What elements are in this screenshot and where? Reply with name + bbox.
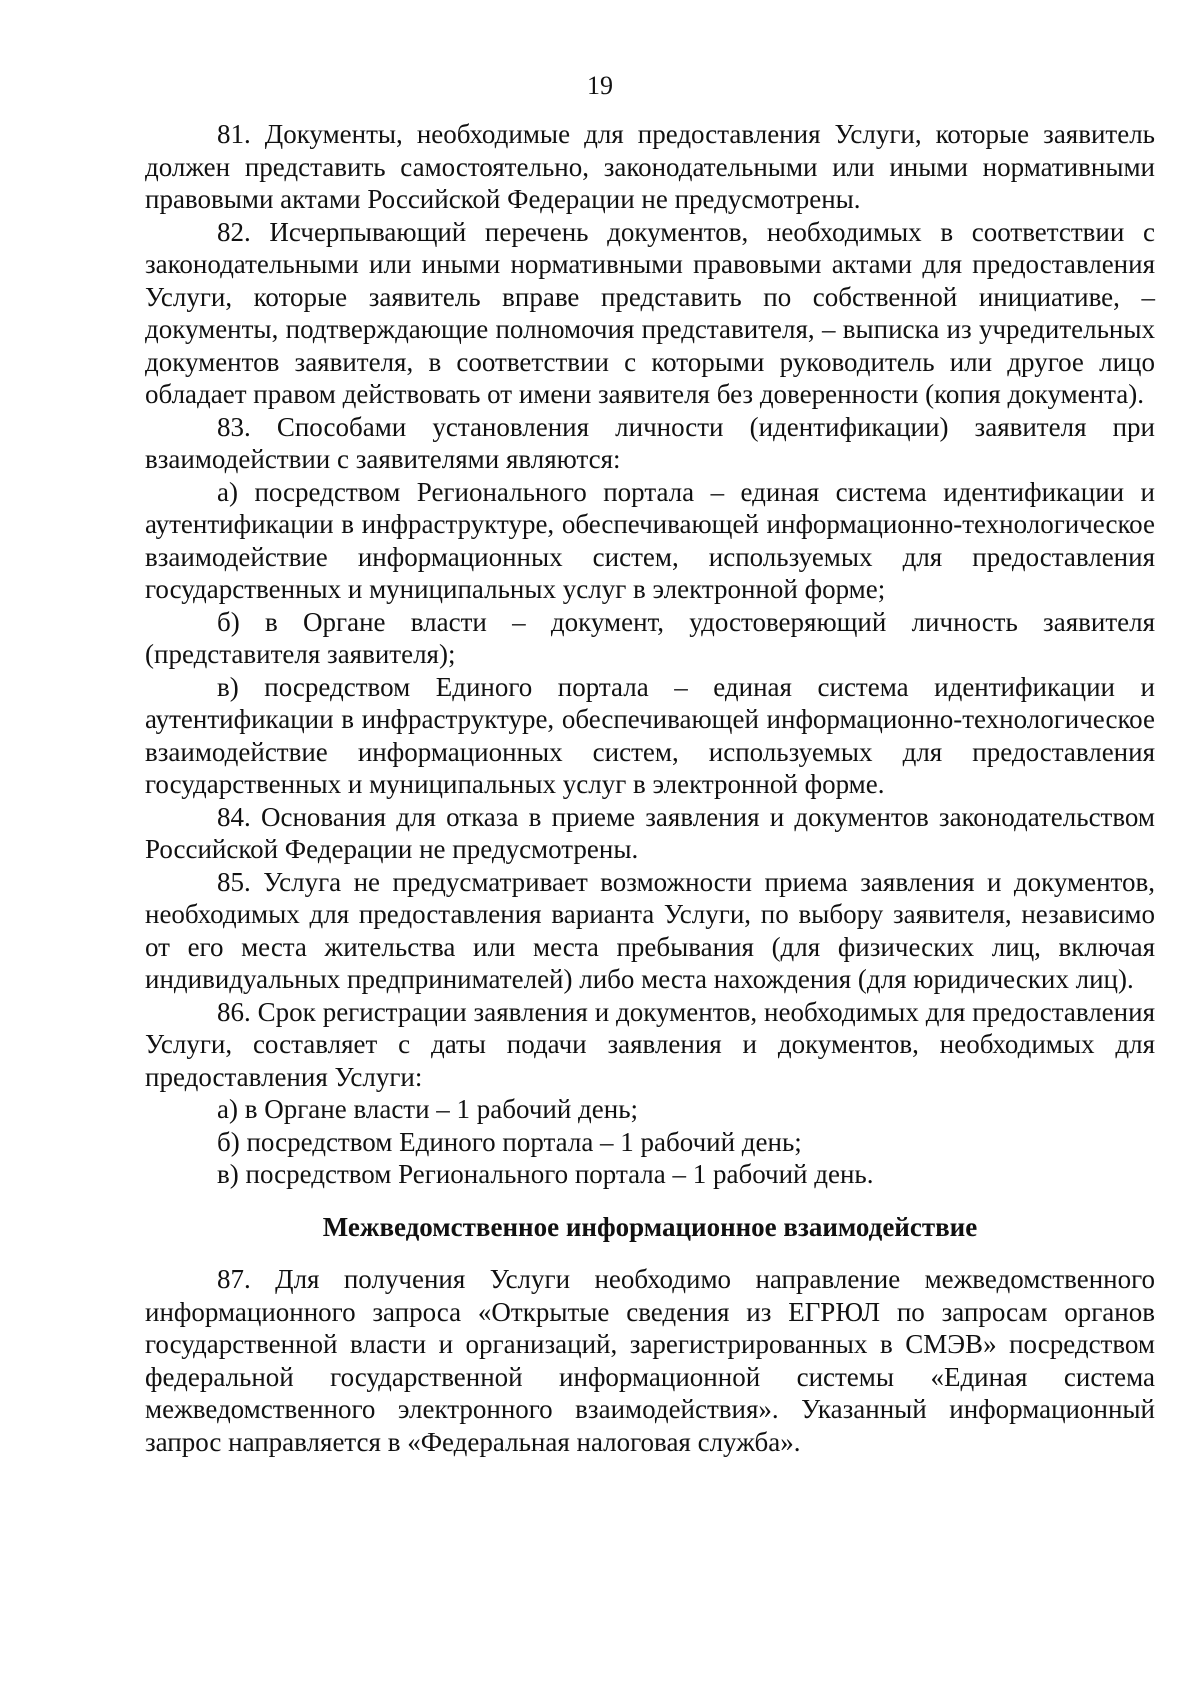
page-number: 19 bbox=[587, 71, 613, 100]
paragraph-86-item-a: а) в Органе власти – 1 рабочий день; bbox=[217, 1094, 639, 1124]
paragraph-84: 84. Основания для отказа в приеме заявления и документов законодательством Российской Федерации не предусмотрены. bbox=[145, 801, 1155, 864]
paragraph-83-item-b: б) в Органе власти – документ, удостоверяющий личность заявителя (представителя заявителя); bbox=[145, 606, 1155, 669]
paragraph-83-item-v: в) посредством Единого портала – единая система идентификации и аутентификации в инфраструктуре, обеспечивающей информационно-технологическое взаимодействие информационных систем, используемых для предоставления государственных и муниципальных услуг в электронной форме. bbox=[145, 671, 1155, 799]
document-body bbox=[145, 118, 1155, 1458]
paragraph-85: 85. Услуга не предусматривает возможности приема заявления и документов, необходимых для предоставления варианта Услуги, по выбору заявителя, независимо от его места жительства или места пребывания (для физических лиц, включая индивидуальных предпринимателей) либо места нахождения (для юридических лиц). bbox=[145, 866, 1155, 994]
paragraph-81: 81. Документы, необходимые для предоставления Услуги, которые заявитель должен представить самостоятельно, законодательными или иными нормативными правовыми актами Российской Федерации не предусмотрены. bbox=[145, 119, 1155, 214]
paragraph-87: 87. Для получения Услуги необходимо направление межведомственного информационного запроса «Открытые сведения из ЕГРЮЛ по запросам органов государственной власти и организаций, зарегистрированных в СМЭВ» посредством федеральной государственной информационной системы «Единая система межведомственного электронного взаимодействия». Указанный информационный запрос направляется в «Федеральная налоговая служба». bbox=[145, 1264, 1155, 1457]
paragraph-86-item-b: б) посредством Единого портала – 1 рабочий день; bbox=[217, 1126, 802, 1157]
paragraph-82: 82. Исчерпывающий перечень документов, необходимых в соответствии с законодательными или иными нормативными правовыми актами для предоставления Услуги, которые заявитель вправе представить по собственной инициативе, – документы, подтверждающие полномочия представителя, – выписка из учредительных документов заявителя, в соответствии с которыми руководитель или другое лицо обладает правом действовать от имени заявителя без доверенности (копия документа). bbox=[145, 216, 1155, 409]
section-heading: Межведомственное информационное взаимодействие bbox=[322, 1211, 978, 1242]
paragraph-83: 83. Способами установления личности (идентификации) заявителя при взаимодействии с заявителями являются: bbox=[145, 411, 1155, 474]
paragraph-86-item-v: в) посредством Регионального портала – 1 рабочий день. bbox=[217, 1159, 874, 1189]
paragraph-86: 86. Срок регистрации заявления и документов, необходимых для предоставления Услуги, составляет с даты подачи заявления и документов, необходимых для предоставления Услуги: bbox=[145, 996, 1155, 1092]
paragraph-83-item-a: а) посредством Регионального портала – единая система идентификации и аутентификации в инфраструктуре, обеспечивающей информационно-технологическое взаимодействие информационных систем, используемых для предоставления государственных и муниципальных услуг в электронной форме; bbox=[145, 476, 1155, 604]
